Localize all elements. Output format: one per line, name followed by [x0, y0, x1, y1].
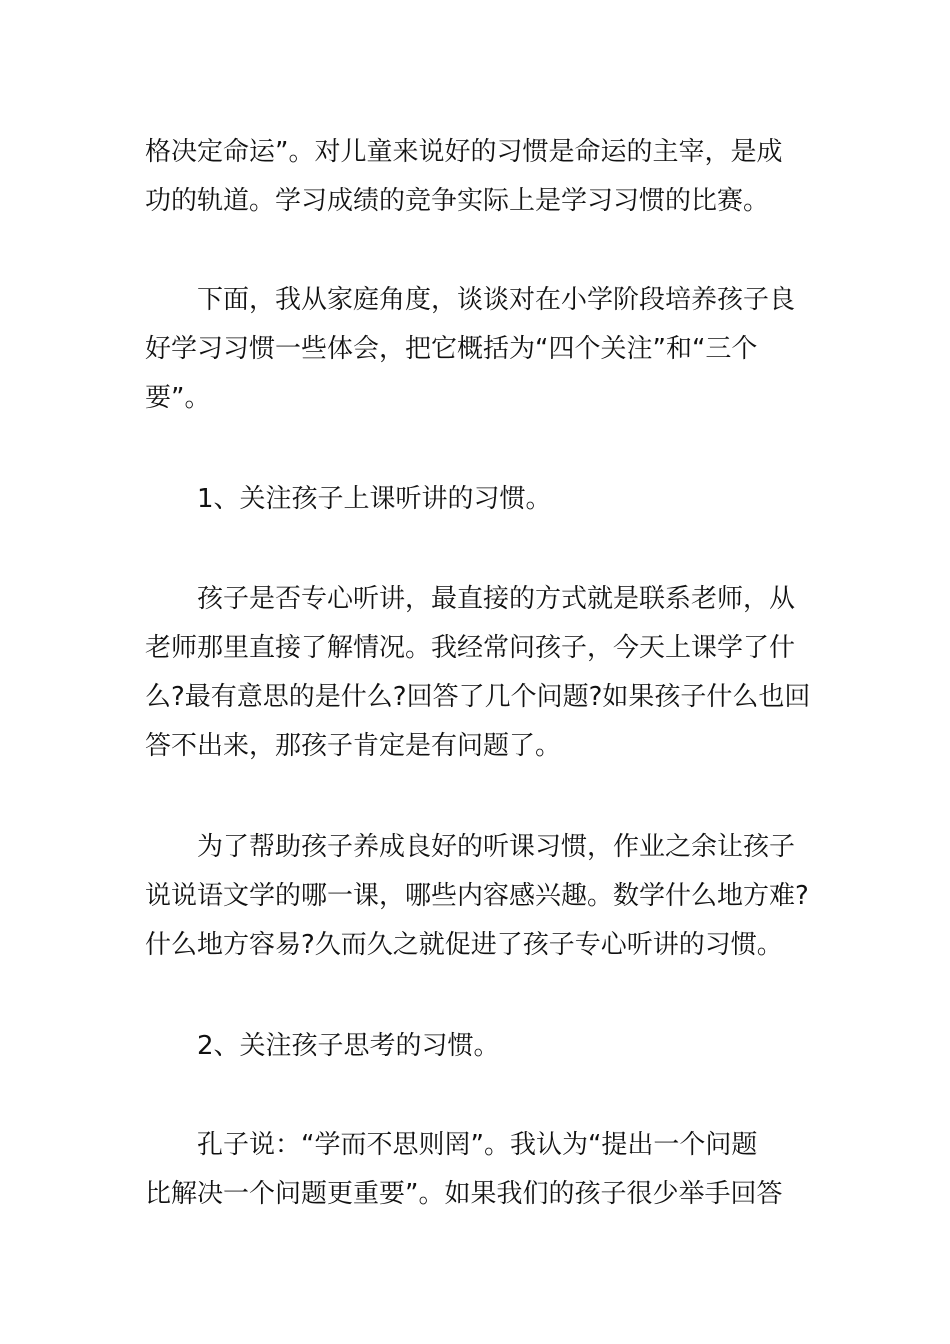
text-line: 功的轨道。学习成绩的竞争实际上是学习习惯的比赛。	[145, 186, 770, 216]
text-line: 1、关注孩子上课听讲的习惯。	[197, 484, 552, 514]
text-line: 答不出来，那孩子肯定是有问题了。	[145, 731, 562, 761]
section-heading-1	[145, 475, 810, 524]
text-line: 老师那里直接了解情况。我经常问孩子，今天上课学了什	[145, 633, 796, 663]
text-line: 什么地方容易?久而久之就促进了孩子专心听讲的习惯。	[145, 930, 783, 960]
paragraph-5	[145, 1121, 810, 1219]
text-line: 下面，我从家庭角度，谈谈对在小学阶段培养孩子良	[197, 285, 796, 315]
text-line: 要”。	[145, 383, 211, 413]
paragraph-2	[145, 276, 810, 423]
section-heading-2	[145, 1022, 810, 1071]
paragraph-3	[145, 575, 810, 771]
paragraph-4	[145, 823, 810, 970]
text-line: 为了帮助孩子养成良好的听课习惯，作业之余让孩子	[197, 832, 796, 862]
text-line: 说说语文学的哪一课，哪些内容感兴趣。数学什么地方难?	[145, 881, 809, 911]
text-line: 孔子说：“学而不思则罔”。我认为“提出一个问题	[197, 1130, 758, 1160]
paragraph-1	[145, 128, 810, 226]
text-line: 好学习习惯一些体会，把它概括为“四个关注”和“三个	[145, 334, 758, 364]
text-line: 孩子是否专心听讲，最直接的方式就是联系老师，从	[197, 584, 796, 614]
text-line: 么?最有意思的是什么?回答了几个问题?如果孩子什么也回	[145, 682, 811, 712]
text-line: 2、关注孩子思考的习惯。	[197, 1031, 500, 1061]
text-line: 格决定命运”。对儿童来说好的习惯是命运的主宰，是成	[145, 137, 783, 167]
text-line: 比解决一个问题更重要”。如果我们的孩子很少举手回答	[145, 1179, 783, 1209]
